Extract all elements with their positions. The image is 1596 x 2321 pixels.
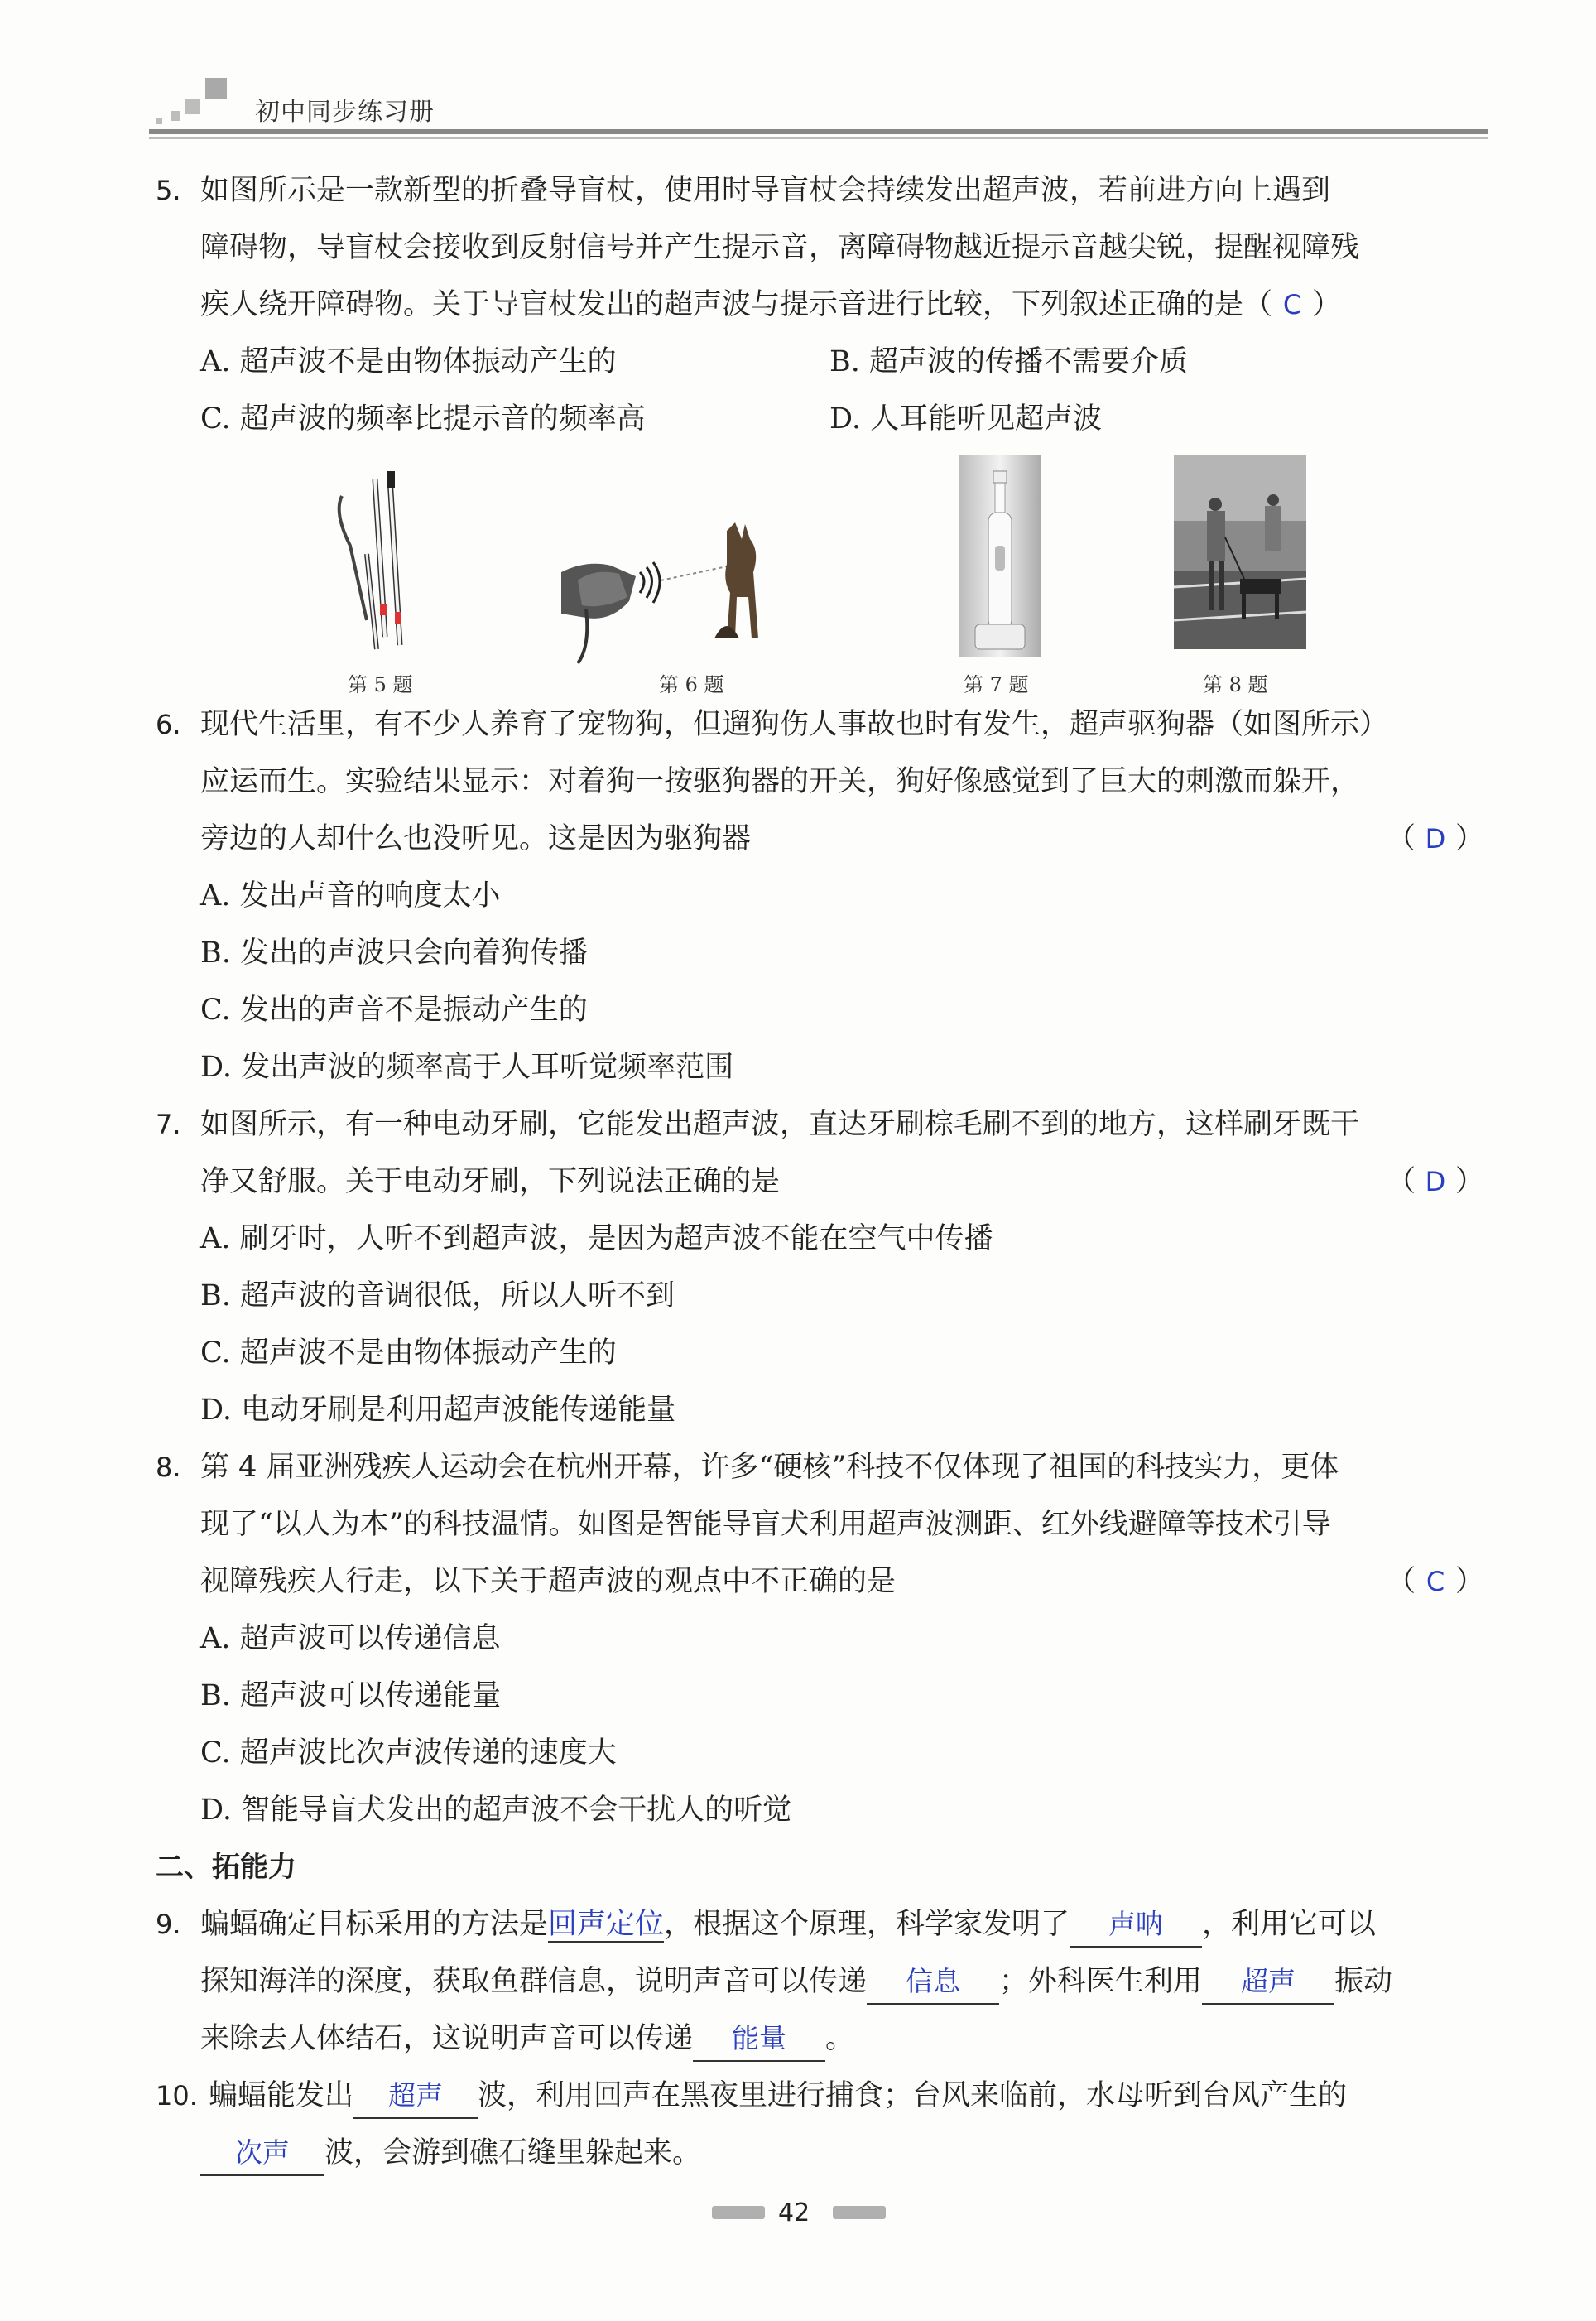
answer-choice: C <box>1425 1566 1445 1597</box>
figure-row <box>156 448 1484 696</box>
answer-blank: 声呐 <box>1070 1903 1202 1948</box>
header-rule <box>149 129 1488 134</box>
header-rule-thin <box>149 137 1488 139</box>
option-d: D. 电动牙刷是利用超声波能传递能量 <box>200 1394 676 1427</box>
book-title: 初中同步练习册 <box>255 98 435 127</box>
answer-blank: 超声 <box>1202 1960 1334 2005</box>
guide-robot-dog-figure <box>1174 455 1306 649</box>
figure-caption-5: 第 5 题 <box>348 673 413 696</box>
answer-bracket: （ D ） <box>1387 1153 1484 1211</box>
option-a: A. 超声波不是由物体振动产生的 <box>200 345 617 378</box>
answer-blank: 能量 <box>693 2017 825 2062</box>
option-a: A. 发出声音的响度太小 <box>200 879 501 913</box>
question-number: 7. <box>156 1109 181 1140</box>
toothbrush-figure <box>959 455 1041 657</box>
question-number: 5. <box>156 175 181 206</box>
footer-bar-left <box>712 2206 765 2219</box>
figure-caption-6: 第 6 题 <box>659 673 724 696</box>
question-7 <box>156 1096 1484 1439</box>
section-heading: 二、拓能力 <box>156 1851 296 1884</box>
question-number: 6. <box>156 709 181 740</box>
folding-cane-figure <box>325 471 416 662</box>
option-b: B. 超声波可以传递能量 <box>200 1679 501 1712</box>
question-text: 次声 波，会游到礁石缝里躲起来。 <box>200 2125 1484 2182</box>
question-text: 探知海洋的深度，获取鱼群信息，说明声音可以传递 信息 ；外科医生利用 超声 振动 <box>200 1953 1484 2010</box>
question-text: 蝙蝠确定目标采用的方法是回声定位，根据这个原理，科学家发明了 声呐 ，利用它可以 <box>200 1896 1484 1953</box>
question-text: 来除去人体结石，这说明声音可以传递 能量 。 <box>200 2010 1484 2068</box>
answer-choice: C <box>1282 289 1302 320</box>
option-b: B. 超声波的传播不需要介质 <box>829 345 1188 378</box>
page-number: 42 <box>778 2198 810 2227</box>
answer-blank: 回声定位 <box>548 1908 665 1941</box>
question-5 <box>156 162 1484 448</box>
question-text: 视障残疾人行走，以下关于超声波的观点中不正确的是 <box>200 1565 897 1598</box>
question-text: 应运而生。实验结果显示：对着狗一按驱狗器的开关，狗好像感觉到了巨大的刺激而躲开， <box>200 765 1360 798</box>
option-d: D. 发出声波的频率高于人耳听觉频率范围 <box>200 1051 734 1084</box>
question-10 <box>156 2068 1484 2182</box>
question-text: 净又舒服。关于电动牙刷，下列说法正确的是 <box>200 1165 781 1198</box>
question-text: 第 4 届亚洲残疾人运动会在杭州开幕，许多“硬核”科技不仅体现了祖国的科技实力，更体 <box>200 1451 1339 1484</box>
page-header <box>149 75 1488 141</box>
option-c: C. 发出的声音不是振动产生的 <box>200 994 588 1027</box>
option-c: C. 超声波比次声波传递的速度大 <box>200 1736 617 1770</box>
question-text: 如图所示是一款新型的折叠导盲杖，使用时导盲杖会持续发出超声波，若前进方向上遇到 <box>200 174 1331 207</box>
answer-bracket: （ C ） <box>1387 1553 1484 1611</box>
option-d: D. 智能导盲犬发出的超声波不会干扰人的听觉 <box>200 1794 792 1827</box>
option-a: A. 超声波可以传递信息 <box>200 1622 501 1655</box>
answer-choice: D <box>1425 1166 1446 1197</box>
option-d: D. 人耳能听见超声波 <box>829 402 1103 436</box>
figure-caption-7: 第 7 题 <box>964 673 1029 696</box>
footer-bar-right <box>833 2206 886 2219</box>
question-9 <box>156 1896 1484 2068</box>
page-content <box>156 162 1484 2182</box>
figure-caption-8: 第 8 题 <box>1203 673 1268 696</box>
question-text: 如图所示，有一种电动牙刷，它能发出超声波，直达牙刷棕毛刷不到的地方，这样刷牙既干 <box>200 1108 1360 1141</box>
question-text: 蝙蝠能发出 超声 波，利用回声在黑夜里进行捕食；台风来临前，水母听到台风产生的 <box>209 2068 1484 2125</box>
option-b: B. 发出的声波只会向着狗传播 <box>200 937 588 970</box>
question-text: 疾人绕开障碍物。关于导盲杖发出的超声波与提示音进行比较，下列叙述正确的是（ C ） <box>200 277 1484 334</box>
question-number: 8. <box>156 1452 181 1483</box>
question-text: 旁边的人却什么也没听见。这是因为驱狗器 <box>200 822 752 855</box>
option-c: C. 超声波不是由物体振动产生的 <box>200 1336 617 1370</box>
answer-blank: 超声 <box>353 2074 478 2119</box>
question-text: 障碍物，导盲杖会接收到反射信号并产生提示音，离障碍物越近提示音越尖锐，提醒视障残 <box>200 231 1360 264</box>
answer-choice: D <box>1425 823 1446 855</box>
question-text: 现代生活里，有不少人养育了宠物狗，但遛狗伤人事故也时有发生，超声驱狗器（如图所示） <box>200 708 1389 741</box>
question-number: 10. <box>156 2080 198 2112</box>
question-text: 现了“以人为本”的科技温情。如图是智能导盲犬利用超声波测距、红外线避障等技术引导 <box>200 1508 1331 1541</box>
dog-repeller-figure <box>561 514 768 672</box>
option-b: B. 超声波的音调很低，所以人听不到 <box>200 1279 675 1312</box>
option-c: C. 超声波的频率比提示音的频率高 <box>200 402 646 436</box>
answer-blank: 信息 <box>867 1960 999 2005</box>
answer-blank: 次声 <box>200 2131 324 2176</box>
question-8 <box>156 1439 1484 1839</box>
answer-bracket: （ D ） <box>1387 811 1484 868</box>
question-number: 9. <box>156 1909 181 1940</box>
option-a: A. 刷牙时，人听不到超声波，是因为超声波不能在空气中传播 <box>200 1222 993 1255</box>
question-6 <box>156 696 1484 1096</box>
